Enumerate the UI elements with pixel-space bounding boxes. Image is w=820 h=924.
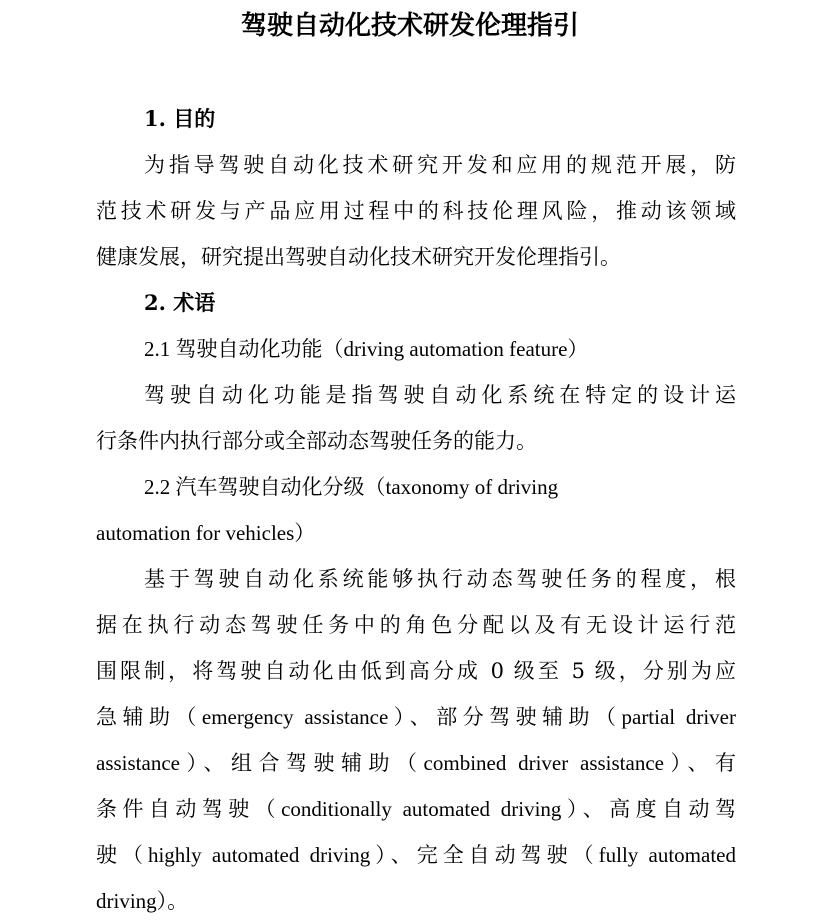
paragraph-line: assistance）、组合驾驶辅助（combined driver assistance）、有: [96, 751, 736, 775]
paragraph-line: 基于驾驶自动化系统能够执行动态驾驶任务的程度，根: [144, 567, 736, 591]
paragraph-line: 条件自动驾驶（conditionally automated driving）、高度自动驾: [96, 797, 736, 821]
paragraph-line: 行条件内执行部分或全部动态驾驶任务的能力。: [96, 429, 537, 453]
paragraph-line: 范技术研发与产品应用过程中的科技伦理风险，推动该领域: [96, 199, 736, 223]
paragraph-line: driving）。: [96, 889, 189, 913]
document-body: [96, 96, 736, 924]
paragraph-line: 健康发展，研究提出驾驶自动化技术研究开发伦理指引。: [96, 245, 621, 269]
paragraph-line: 急辅助（emergency assistance）、部分驾驶辅助（partial driver: [96, 705, 736, 729]
paragraph-line: 据在执行动态驾驶任务中的角色分配以及有无设计运行范: [96, 613, 736, 637]
section-heading-terms: 2. 术语: [144, 290, 216, 315]
paragraph-line: 为指导驾驶自动化技术研究开发和应用的规范开展，防: [144, 153, 736, 177]
term-heading-2-2: 2.2 汽车驾驶自动化分级（taxonomy of driving: [144, 475, 559, 499]
document-title: 驾驶自动化技术研发伦理指引: [240, 11, 579, 41]
paragraph-line: 驶（highly automated driving）、完全自动驾驶（fully automated: [96, 843, 736, 867]
term-heading-2-1: 2.1 驾驶自动化功能（driving automation feature）: [144, 337, 589, 361]
paragraph-line: 围限制，将驾驶自动化由低到高分成 0 级至 5 级，分别为应: [96, 659, 736, 683]
paragraph-line: 驾驶自动化功能是指驾驶自动化系统在特定的设计运: [144, 383, 736, 407]
term-heading-2-2-continued: automation for vehicles）: [96, 521, 316, 545]
section-heading-purpose: 1. 目的: [144, 106, 216, 131]
